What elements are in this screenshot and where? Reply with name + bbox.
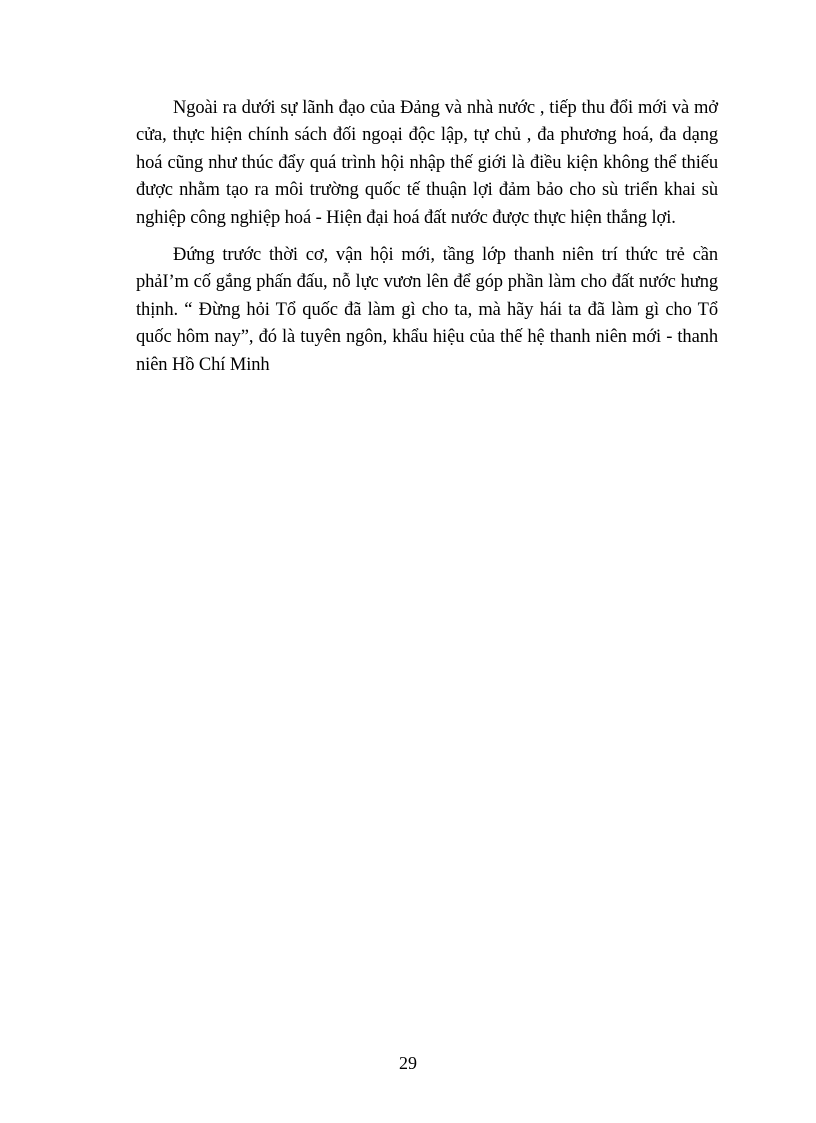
paragraph-1: Ngoài ra dưới sự lãnh đạo của Đảng và nhà nước , tiếp thu đổi mới và mở cửa, thực hiện chính sách đối ngoại độc lập, tự chủ , đa phương hoá, đa dạng hoá cũng như thúc đẩy quá trình hội nhập thế giới là điều kiện không thể thiếu được nhằm tạo ra môi trường quốc tế thuận lợi đảm bảo cho sù triển khai sù nghiệp công nghiệp hoá - Hiện đại hoá đất nước được thực hiện thắng lợi. xyxy=(136,98,718,228)
body-text xyxy=(136,95,718,389)
paragraph-2: Đứng trước thời cơ, vận hội mới, tầng lớp thanh niên trí thức trẻ cần phảI’m cố gắng phấn đấu, nỗ lực vươn lên để góp phần làm cho đất nước hưng thịnh. “ Đừng hỏi Tổ quốc đã làm gì cho ta, mà hãy hái ta đã làm gì cho Tổ quốc hôm nay”, đó là tuyên ngôn, khẩu hiệu của thế hệ thanh niên mới - thanh niên Hồ Chí Minh xyxy=(136,245,718,375)
page-number: 29 xyxy=(399,1053,417,1073)
